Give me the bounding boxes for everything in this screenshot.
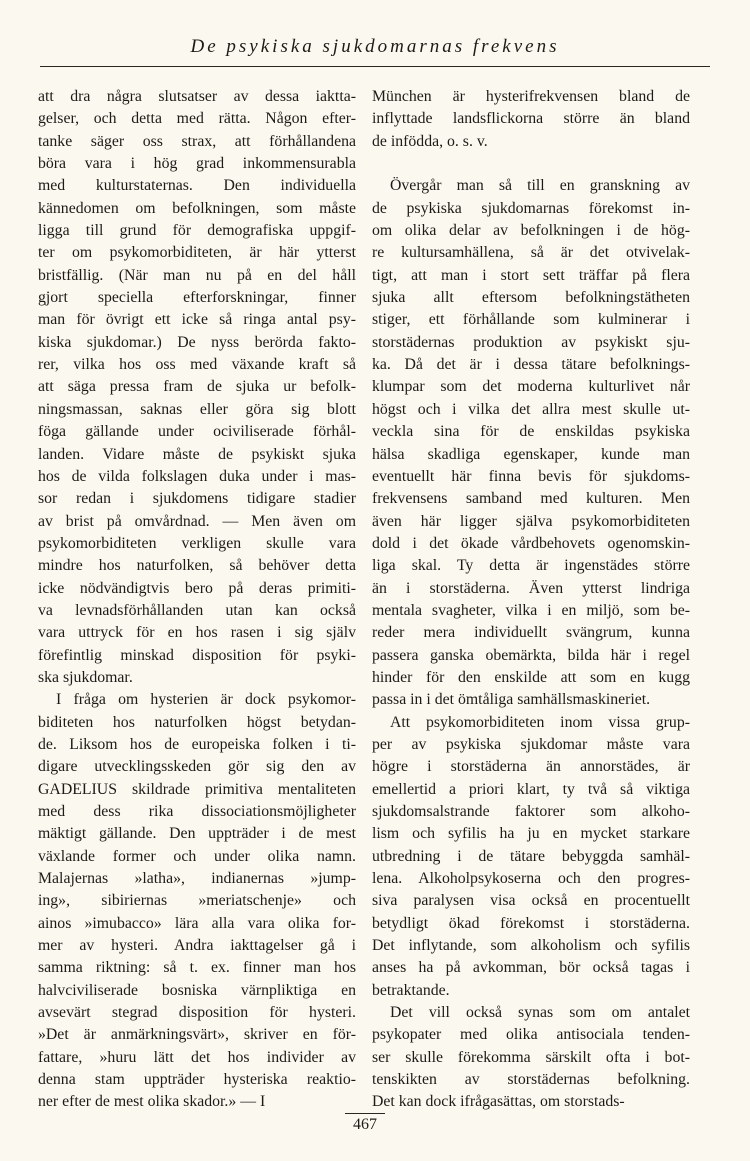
text-line: avsevärt stegrad disposition för hysteri. bbox=[38, 1004, 356, 1022]
page-number-rule bbox=[345, 1113, 385, 1114]
text-line: böra vara i hög grad inkommensurabla bbox=[38, 155, 356, 173]
page-number: 467 bbox=[353, 1116, 377, 1133]
text-line: storstädernas produktion av psykiskt sju- bbox=[372, 333, 690, 351]
text-line: Att psykomorbiditeten inom vissa grup- bbox=[390, 713, 690, 731]
text-line: per av psykiska sjukdomar måste vara bbox=[372, 735, 690, 753]
text-line: mindre hos naturfolken, så behöver detta bbox=[38, 557, 356, 575]
text-line: högst och i vilka det allra mest skulle ut- bbox=[372, 400, 690, 418]
text-line: kännedomen om befolkningen, som måste bbox=[38, 199, 356, 217]
text-line: betydligt ökad förekomst i storstäderna. bbox=[372, 914, 690, 932]
text-line: hinder för den enskilde att som en kugg bbox=[372, 668, 690, 686]
text-line: växlande former och under olika namn. bbox=[38, 847, 356, 865]
text-line: tanke säger oss strax, att förhållandena bbox=[38, 132, 356, 150]
text-line bbox=[372, 153, 690, 175]
text-line: frekvensens samband med kulturen. Men bbox=[372, 490, 690, 508]
text-line: lism och syfilis ha ju en mycket starkare bbox=[372, 825, 690, 843]
text-line: anses ha på avkomman, bör också tagas i bbox=[372, 959, 690, 977]
text-line: betraktande. bbox=[372, 981, 450, 999]
text-line: veckla sina för de enskildas psykiska bbox=[372, 423, 690, 441]
header-rule bbox=[40, 66, 710, 67]
running-head-title: De psykiska sjukdomarnas frekvens bbox=[190, 36, 560, 57]
text-line: de. Liksom hos de europeiska folken i ti- bbox=[38, 735, 356, 753]
text-line: eventuellt här finna bevis för sjukdoms- bbox=[372, 467, 690, 485]
text-line: digare utvecklingsskeden gör sig den av bbox=[38, 758, 356, 776]
text-line: mäktigt gällande. Den uppträder i de mest bbox=[38, 825, 356, 843]
text-line: ka. Då det är i dessa tätare befolknings- bbox=[372, 356, 690, 374]
text-line: lena. Alkoholpsykoserna och den progres- bbox=[372, 870, 690, 888]
text-line: ner efter de mest olika skador.» — I bbox=[38, 1093, 266, 1111]
text-line: passa in i det ömtåliga samhällsmaskineriet. bbox=[372, 691, 651, 709]
text-line: ligga till grund för demografiska uppgif- bbox=[38, 222, 356, 240]
text-line: de psykiska sjukdomarnas förekomst in- bbox=[372, 199, 690, 217]
text-line: bristfällig. (När man nu på en del håll bbox=[38, 266, 356, 284]
text-line: att dra några slutsatser av dessa iaktta- bbox=[38, 88, 356, 105]
text-line: »Det är anmärkningsvärt», skriver en för- bbox=[38, 1026, 356, 1044]
text-line: Det kan dock ifrågasättas, om storstads- bbox=[372, 1093, 625, 1111]
right-column bbox=[372, 86, 690, 1114]
text-line: I fråga om hysterien är dock psykomor- bbox=[56, 691, 356, 709]
text-line: att säga pressa fram de sjuka ur befolk- bbox=[38, 378, 356, 396]
text-line: GADELIUS skildrade primitiva mentaliteten bbox=[38, 780, 356, 798]
text-line: man för övrigt ett icke så ringa antal psy- bbox=[38, 311, 356, 329]
text-line: vara uttryck för en hos rasen i sig själv bbox=[38, 624, 356, 642]
text-line: psykomorbiditeten verkligen skulle vara bbox=[38, 534, 356, 552]
text-line: med dess rika dissociationsmöjligheter bbox=[38, 803, 356, 820]
text-line: förefintlig minskad disposition för psyki- bbox=[38, 646, 356, 664]
text-line: än i storstäderna. Även ytterst lindriga bbox=[372, 579, 690, 597]
text-line: sjukdomsalstrande faktorer som alkoho- bbox=[372, 803, 690, 820]
text-line: München är hysterifrekvensen bland de bbox=[372, 88, 690, 105]
text-line: om olika delar av befolkningen i de hög- bbox=[372, 222, 690, 240]
text-line: tigt, att man i stort sett träffar på flera bbox=[372, 266, 690, 284]
text-line: fattare, »huru lätt det hos individer av bbox=[38, 1048, 356, 1066]
text-line: ter om psykomorbiditeten, är här ytterst bbox=[38, 244, 356, 262]
text-line: inflyttade landsflickorna större än bland bbox=[372, 110, 690, 128]
text-line: siva paralysen visa också en procentuellt bbox=[372, 892, 690, 910]
text-line: sor redan i sjukdomens tidigare stadier bbox=[38, 490, 356, 508]
text-line: även här ligger själva psykomorbiditeten bbox=[372, 512, 690, 530]
text-line: Det inflytande, som alkoholism och syfilis bbox=[372, 937, 690, 955]
text-line: mer av hysteri. Andra iakttagelser gå i bbox=[38, 937, 356, 955]
text-line: utbredning i de tätare bebyggda samhäl- bbox=[372, 847, 690, 865]
text-line: klumpar som det moderna kulturlivet når bbox=[372, 378, 690, 396]
text-line: gjort speciella efterforskningar, finner bbox=[38, 289, 356, 307]
text-line: Det vill också synas som om antalet bbox=[390, 1004, 690, 1022]
text-line: icke nödvändigtvis bero på deras primiti- bbox=[38, 579, 356, 597]
text-line: passera ganska obemärkta, bilda här i regel bbox=[372, 646, 690, 664]
text-line: tenskikten av storstädernas befolkning. bbox=[372, 1071, 690, 1089]
left-column bbox=[38, 86, 356, 1114]
text-line: stiger, ett förhållande som kulminerar i bbox=[372, 311, 690, 329]
text-line: dold i det ökade vårdbehovets ogenomskin- bbox=[372, 534, 690, 552]
text-line: ska sjukdomar. bbox=[38, 668, 133, 686]
text-line: ing», sibiriernas »meriatschenje» och bbox=[38, 892, 356, 910]
text-line: ser skulle förekomma särskilt ofta i bot- bbox=[372, 1048, 690, 1066]
text-line: mentala svagheter, vilka i en miljö, som be- bbox=[372, 601, 690, 619]
text-line: kiska sjukdomar.) De nyss berörda fakto- bbox=[38, 333, 356, 351]
text-line: Övergår man så till en granskning av bbox=[390, 177, 690, 195]
text-line: högre i storstäderna än annorstädes, är bbox=[372, 758, 690, 776]
text-line: halvciviliserade bosniska värnpliktiga en bbox=[38, 981, 356, 999]
text-line: denna stam uppträder hysteriska reaktio- bbox=[38, 1071, 356, 1089]
text-line: landen. Vidare måste de psykiskt sjuka bbox=[38, 445, 356, 463]
text-line: hälsa skadliga egenskaper, kunde man bbox=[372, 445, 690, 463]
text-line: psykopater med olika antisociala tenden- bbox=[372, 1026, 690, 1044]
text-line: Malajernas »latha», indianernas »jump- bbox=[38, 870, 356, 888]
text-line: samma riktning: så t. ex. finner man hos bbox=[38, 959, 356, 977]
text-line: gelser, och detta med rätta. Någon efter- bbox=[38, 110, 356, 128]
text-line: sjuka allt eftersom befolkningstätheten bbox=[372, 289, 690, 307]
text-line: föga gällande under ociviliserade förhål- bbox=[38, 423, 356, 441]
text-line: emellertid a priori klart, ty två så viktiga bbox=[372, 780, 690, 798]
text-line: med kulturstaternas. Den individuella bbox=[38, 177, 356, 195]
text-line: rer, vilka hos oss med växande kraft så bbox=[38, 356, 356, 374]
text-line: ainos »imubacco» lära alla vara olika for- bbox=[38, 914, 356, 932]
text-line: reder mera individuellt svängrum, kunna bbox=[372, 624, 690, 642]
text-line: re kultursamhällena, så är det otvivelak- bbox=[372, 244, 690, 262]
text-line: av brist på omvårdnad. — Men även om bbox=[38, 512, 356, 530]
text-line: hos de vilda folkslagen duka under i mas- bbox=[38, 467, 356, 485]
text-line: ningsmassan, saknas eller göra sig blott bbox=[38, 400, 356, 418]
text-line: va levnadsförhållanden utan kan också bbox=[38, 601, 356, 619]
text-line: liga skal. Ty detta är ingenstädes större bbox=[372, 557, 690, 575]
text-line: biditeten hos naturfolken högst betydan- bbox=[38, 713, 356, 731]
text-line: de infödda, o. s. v. bbox=[372, 132, 488, 150]
